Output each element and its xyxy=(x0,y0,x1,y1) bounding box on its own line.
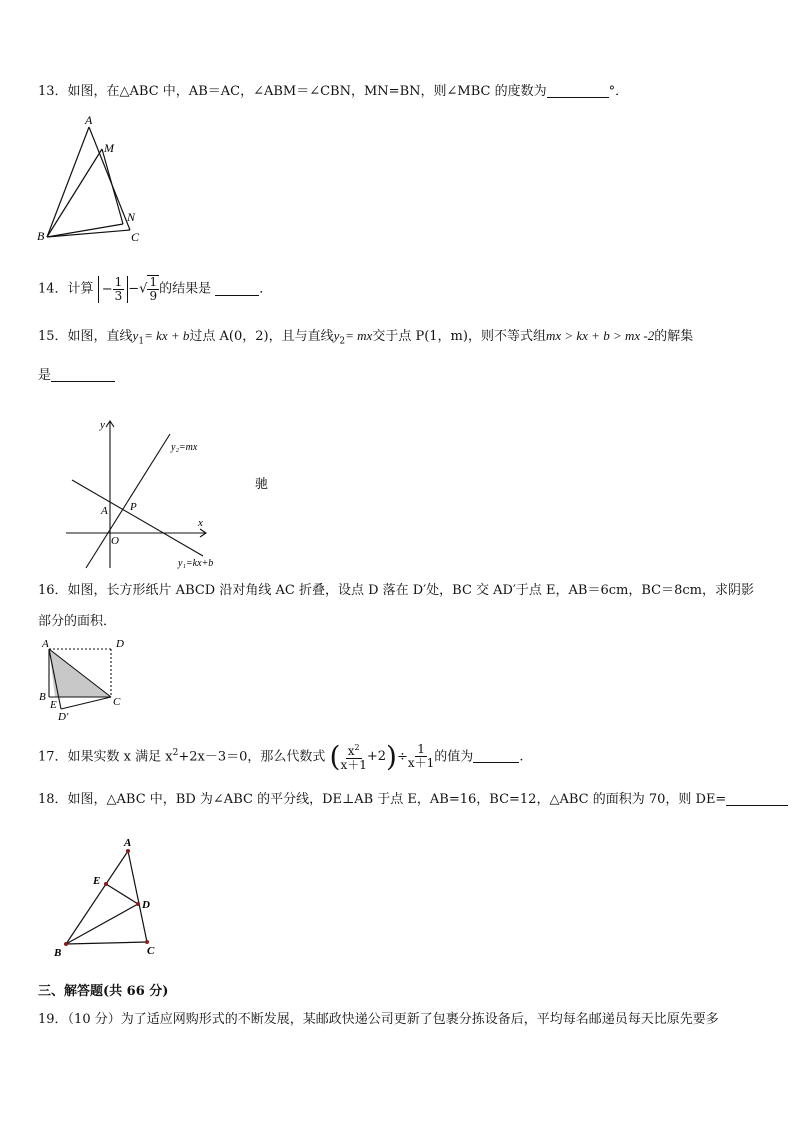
q17-expression: ( $\frac{x^2}{x+1}$ +2 ) xyxy=(329,739,397,773)
q15-axis-y: y xyxy=(100,419,105,431)
q16-label-d: D xyxy=(116,638,124,650)
q18-text: 18．如图，△ABC 中，BD 为∠ABC 的平分线，DE⊥AB 于点 E，AB=16，BC=12，△ABC 的面积为 70，则 DE= xyxy=(38,791,788,809)
q15-label-o: O xyxy=(111,535,119,547)
q16-label-dprime: D′ xyxy=(58,711,69,723)
q15-text-line2: 是 xyxy=(38,367,115,385)
q18-label-a: A xyxy=(124,837,132,849)
q15-axis-x: x xyxy=(198,517,203,529)
q15-line1-label: y₁=kx+b xyxy=(178,558,214,569)
q16-label-e: E xyxy=(50,699,57,711)
q14-sqrt: √ $\frac{1}{9}$ xyxy=(139,275,158,303)
q15-label-p: P xyxy=(130,501,137,513)
q18-label-b: B xyxy=(54,947,62,959)
q14-abs-value: − $\frac{1}{3}$ xyxy=(98,276,129,303)
q13-label-a: A xyxy=(85,113,93,127)
q13-label-c: C xyxy=(131,230,140,244)
q13-text: 13．如图，在△ABC 中，AB＝AC，∠ABM＝∠CBN，MN=BN，则∠MBC 的度数为 °． xyxy=(38,84,629,99)
q15-line2-label: y₂=mx xyxy=(171,442,198,453)
q15-stray-char: 驰 xyxy=(255,477,269,492)
q16-text-line1: 16．如图，长方形纸片 ABCD 沿对角线 AC 折叠，设点 D 落在 D′处，BC 交 AD′于点 E，AB＝6cm，BC＝8cm，求阴影 xyxy=(38,583,754,598)
q16-text-line2: 部分的面积． xyxy=(38,614,117,629)
q14-text: 14．计算 − $\frac{1}{3}$ −√ $\frac{1}{9}$ 的结果是 ． xyxy=(38,274,273,303)
q18-label-d: D xyxy=(142,899,150,911)
q19-text: 19．（10 分）为了适应网购形式的不断发展，某邮政快递公司更新了包裹分拣设备后，平均每名邮递员每天比原先要多 xyxy=(38,1012,719,1027)
q16-label-b: B xyxy=(39,691,46,703)
q18-label-c: C xyxy=(147,945,155,957)
q13-label-m: M xyxy=(104,141,114,155)
section-3-title: 三、解答题(共 66 分) xyxy=(38,984,169,999)
q15-label-a: A xyxy=(101,505,108,517)
q16-label-c: C xyxy=(113,696,121,708)
q16-label-a: A xyxy=(42,638,49,650)
q13-label-b: B xyxy=(37,229,45,243)
q17-text: 17．如果实数 x 满足 $x^2+2x-3=0$，那么代数式 ( $\frac{x^2}{x+1}$ +2 )÷ $\frac{1}{x+1}$ 的值为 . xyxy=(38,733,523,773)
q18-label-e: E xyxy=(93,875,101,887)
q15-text-line1: 15．如图，直线$y_1=$ kx + b过点 A(0，2)，且与直线$y_2=$ mx交于点 P(1，m)，则不等式组mx > kx + b > mx -2的解集 xyxy=(38,328,694,347)
q13-label-n: N xyxy=(127,210,136,224)
